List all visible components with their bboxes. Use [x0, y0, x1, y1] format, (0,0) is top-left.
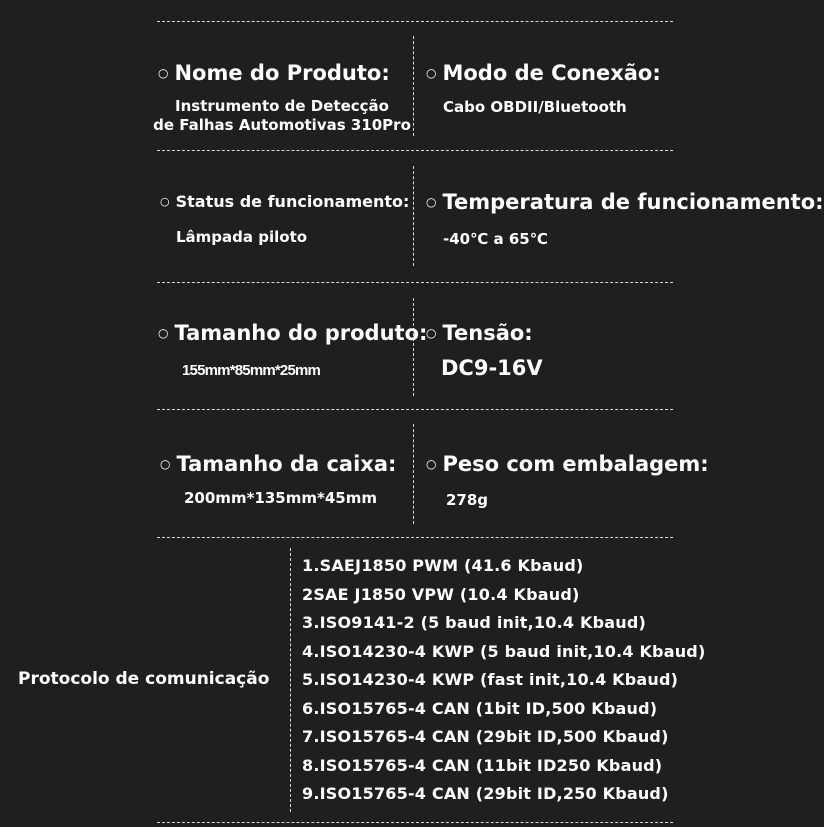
connection-mode-value: Cabo OBDII/Bluetooth — [443, 98, 627, 116]
column-divider-row-2 — [413, 166, 414, 266]
bullet-icon: ○ — [160, 457, 171, 471]
connection-mode-label: ○ Modo de Conexão: — [426, 61, 661, 85]
bullet-icon: ○ — [426, 457, 437, 471]
list-item: 3.ISO9141-2 (5 baud init,10.4 Kbaud) — [302, 613, 646, 632]
work-status-value: Lâmpada piloto — [176, 228, 308, 246]
divider-top — [157, 21, 673, 22]
bullet-icon: ○ — [158, 326, 169, 340]
list-item: 5.ISO14230-4 KWP (fast init,10.4 Kbaud) — [302, 670, 679, 689]
box-size-value: 200mm*135mm*45mm — [184, 489, 377, 507]
bullet-icon: ○ — [426, 195, 437, 209]
column-divider-row-1 — [413, 36, 414, 136]
protocol-label: Protocolo de comunicação — [18, 669, 270, 689]
work-status-label: ○ Status de funcionamento: — [160, 192, 410, 211]
list-item: 4.ISO14230-4 KWP (5 baud init,10.4 Kbaud) — [302, 641, 706, 661]
list-item: 6.ISO15765-4 CAN (1bit ID,500 Kbaud) — [302, 698, 658, 718]
divider-row-1 — [157, 150, 673, 151]
product-size-value: 155mm*85mm*25mm — [182, 362, 321, 379]
product-name-value: Instrumento de Detecção de Falhas Automotivas 310Pro — [153, 97, 411, 134]
product-name-label: ○ Nome do Produto: — [158, 61, 390, 85]
column-divider-row-3 — [413, 298, 414, 396]
work-temperature-value: -40℃ a 65℃ — [443, 230, 548, 248]
package-weight-value: 278g — [446, 491, 489, 509]
protocol-list — [302, 552, 705, 809]
voltage-label: ○ Tensão: — [426, 321, 533, 345]
list-item: 2SAE J1850 VPW (10.4 Kbaud) — [302, 584, 580, 604]
bullet-icon: ○ — [426, 326, 437, 340]
list-item: 8.ISO15765-4 CAN (11bit ID250 Kbaud) — [302, 755, 663, 775]
divider-row-3 — [157, 409, 673, 410]
box-size-label: ○ Tamanho da caixa: — [160, 452, 397, 476]
list-item: 7.ISO15765-4 CAN (29bit ID,500 Kbaud) — [302, 727, 669, 746]
list-item: 9.ISO15765-4 CAN (29bit ID,250 Kbaud) — [302, 784, 669, 803]
divider-row-2 — [157, 282, 673, 283]
bullet-icon: ○ — [158, 66, 169, 80]
divider-bottom — [157, 822, 673, 823]
voltage-value: DC9-16V — [441, 356, 543, 380]
column-divider-protocol — [290, 548, 291, 812]
list-item: 1.SAEJ1850 PWM (41.6 Kbaud) — [302, 556, 584, 575]
product-size-label: ○ Tamanho do produto: — [158, 321, 428, 345]
divider-row-4 — [157, 537, 673, 538]
work-temperature-label: ○ Temperatura de funcionamento: — [426, 190, 824, 214]
package-weight-label: ○ Peso com embalagem: — [426, 452, 709, 476]
bullet-icon: ○ — [426, 66, 437, 80]
column-divider-row-4 — [413, 424, 414, 524]
bullet-icon: ○ — [160, 195, 170, 208]
